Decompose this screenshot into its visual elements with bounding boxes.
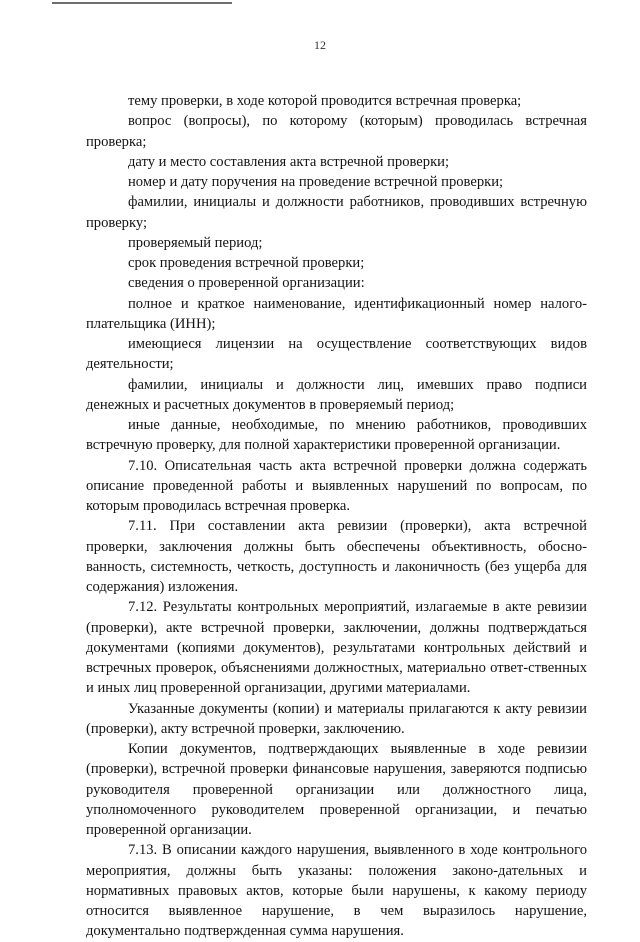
paragraph: иные данные, необходимые, по мнению работников, проводивших встречную проверку, для полной характеристики проверенной организации. <box>86 417 587 454</box>
section-7-10-paragraph: 7.10. Описательная часть акта встречной проверки должна содержать описание проведенной работы и выявленных нарушений по вопросам, по которым проводилась встречная проверка. <box>86 457 587 514</box>
document-body <box>86 91 587 942</box>
section-7-11-paragraph: 7.11. При составлении акта ревизии (проверки), акта встречной проверки, заключения должны быть обеспечены объективность, обосно-ванность, системность, четкость, доступность и лаконичность (без ущерба для содержания) изложения. <box>86 518 587 595</box>
paragraph: фамилии, инициалы и должности лиц, имевших право подписи денежных и расчетных документов в проверяемый период; <box>86 376 587 413</box>
paragraph: имеющиеся лицензии на осуществление соответствующих видов деятельности; <box>86 336 587 373</box>
paragraph: сведения о проверенной организации: <box>128 275 365 292</box>
paragraph: вопрос (вопросы), по которому (которым) проводилась встречная проверка; <box>86 113 587 150</box>
scan-edge-line <box>52 2 232 4</box>
paragraph: полное и краткое наименование, идентификационный номер налого-плательщика (ИНН); <box>86 295 587 332</box>
section-7-12-paragraph: 7.12. Результаты контрольных мероприятий, излагаемые в акте ревизии (проверки), акте встречной проверки, заключении, должны подтверждаться документами (копиями документов), результатами контрольных действий и встречных проверок, объяснениями должностных, материально ответ-ственных и иных лиц проверенной организации, другими материалами. <box>86 599 587 697</box>
paragraph: дату и место составления акта встречной проверки; <box>128 153 450 170</box>
paragraph: срок проведения встречной проверки; <box>128 255 365 271</box>
page-number: 12 <box>314 38 326 52</box>
paragraph: проверяемый период; <box>128 234 263 251</box>
paragraph: тему проверки, в ходе которой проводится встречная проверка; <box>128 93 522 109</box>
paragraph: номер и дату поручения на проведение встречной проверки; <box>128 174 504 190</box>
paragraph: Копии документов, подтверждающих выявленные в ходе ревизии (проверки), встречной проверки финансовые нарушения, заверяются подписью руководителя проверенной организации или должностного лица, уполномоченного руководителем проверенной организации, и печатью проверенной организации. <box>86 741 587 838</box>
paragraph: фамилии, инициалы и должности работников, проводивших встречную проверку; <box>86 194 587 231</box>
section-7-13-paragraph: 7.13. В описании каждого нарушения, выявленного в ходе контрольного мероприятия, должны быть указаны: положения законо-дательных и нормативных правовых актов, которые были нарушены, к какому периоду относится выявленное нарушение, в чем выразилось нарушение, документально подтвержденная сумма нарушения. <box>86 842 587 940</box>
paragraph: Указанные документы (копии) и материалы прилагаются к акту ревизии (проверки), акту встречной проверки, заключению. <box>86 700 587 737</box>
